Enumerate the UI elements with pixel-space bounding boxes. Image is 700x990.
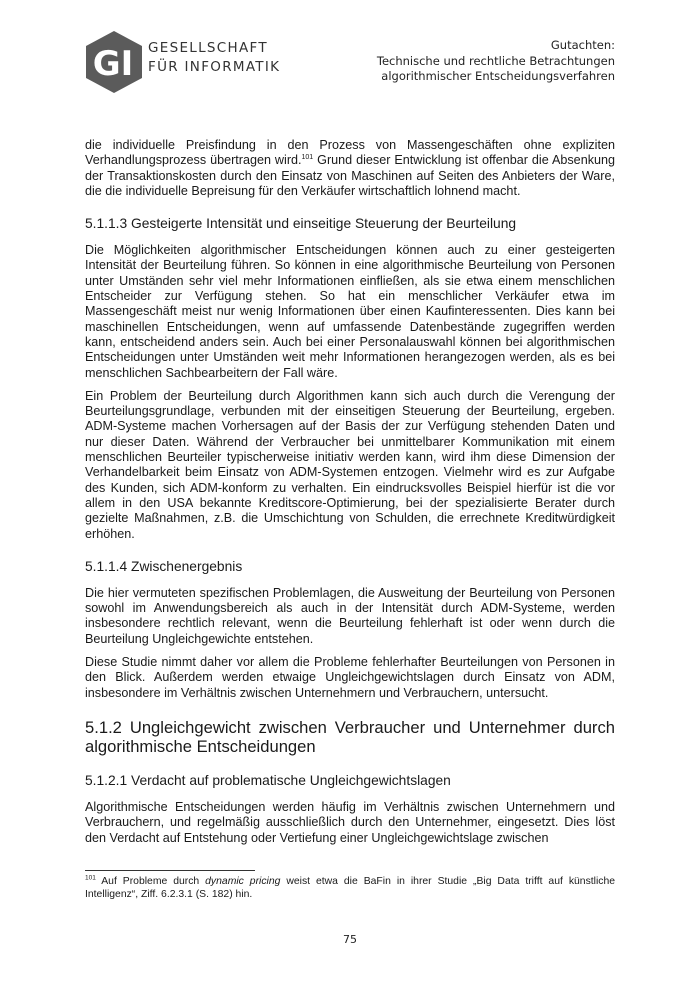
paragraph: Ein Problem der Beurteilung durch Algorithmen kann sich auch durch die Verengung der Beurteilungsgrundlage, verbunden mit der einseitigen Steuerung der Beurteilung, ergeben. ADM-Systeme machen Vorhersagen auf der Basis der zur Verfügung stehenden Daten und nur dieser Daten. Während der Verbraucher bei unmittelbarer Kommunikation mit einem menschlichen Beurteiler typischerweise initiativ werden kann, wird ihm diese Dimension der Verhandelbarkeit beim Einsatz von ADM-Systemen entzogen. Vielmehr wird es zur Aufgabe des Kunden, sich ADM-konform zu verhalten. Ein eindrucksvolles Beispiel hierfür ist die vor allem in den USA bekannte Kreditscore-Optimierung, bei der spezialisierte Berater durch gezielte Maßnahmen, z.B. die Umschichtung von Schulden, die errechnete Kreditwürdigkeit erhöhen. (85, 388, 615, 541)
gi-logo-icon (82, 30, 146, 94)
footnote-divider (85, 870, 255, 871)
footnote-emphasis: dynamic pricing (205, 876, 281, 887)
logo-line-2: FÜR INFORMATIK (148, 59, 281, 75)
header-line-1: Gutachten: (550, 38, 615, 52)
section-heading-5-1-2: 5.1.2 Ungleichgewicht zwischen Verbraucher und Unternehmer durch algorithmische Entscheidungen (85, 717, 615, 756)
logo-line-1: GESELLSCHAFT (148, 40, 268, 56)
paragraph: Algorithmische Entscheidungen werden häufig im Verhältnis zwischen Unternehmern und Verbrauchern, und regelmäßig ausschließlich durch den Unternehmer, eingesetzt. Dies löst den Verdacht auf Entstehung oder Vertiefung einer Ungleichgewichtslage zwischen (85, 799, 615, 845)
document-header (315, 38, 615, 85)
logo-mark-text: GI (92, 44, 134, 84)
footnote-number: 101 (85, 874, 96, 882)
section-heading-5-1-2-1: 5.1.2.1 Verdacht auf problematische Ungleichgewichtslagen (85, 772, 451, 788)
logo-wordmark (148, 39, 280, 77)
paragraph: Die Möglichkeiten algorithmischer Entscheidungen können auch zu einer gesteigerten Intensität der Beurteilung führen. So können in eine algorithmische Beurteilung von Personen unter Umständen sehr viel mehr Informationen einfließen, als sie etwa einem menschlichen Entscheider zur Verfügung stehen. So hat ein menschlicher Verkäufer etwa im Massengeschäft meist nur wenig Informationen über einen Kaufinteressenten. Dies kann bei maschinellen Entscheidungen, wenn auf umfassende Datenbestände zugegriffen werden kann, entscheidend anders sein. Auch bei einer Personalauswahl können bei algorithmischen Entscheidungen unter Umständen weit mehr Informationen herangezogen werden, als es bei menschlichen Sachbearbeitern der Fall wäre. (85, 243, 615, 380)
section-heading-5-1-1-3: 5.1.1.3 Gesteigerte Intensität und einseitige Steuerung der Beurteilung (85, 216, 517, 232)
header-line-2: Technische und rechtliche Betrachtungen (376, 53, 615, 68)
gi-logo (82, 30, 282, 94)
paragraph-text: Grund dieser Entwicklung ist offenbar die Absenkung der Transaktionskosten durch den Einsatz von Maschinen auf Seiten des Anbieters der Ware, die die individuelle Bepreisung für den Verkäufer wirtschaftlich lohnend macht. (85, 153, 616, 198)
paragraph (85, 138, 615, 199)
footnote (85, 875, 615, 901)
footnote-text: Auf Probleme durch (95, 876, 206, 887)
paragraph: Die hier vermuteten spezifischen Problemlagen, die Ausweitung der Beurteilung von Personen sowohl im Anwendungsbereich als auch in der Intensität durch ADM-Systeme, werden insbesondere rechtlich relevant, wenn die Beurteilung fehlerhaft ist oder wenn durch die Beurteilung Ungleichgewichte entstehen. (85, 585, 615, 646)
header-line-3: algorithmischer Entscheidungsverfahren (381, 69, 615, 83)
page-number: 75 (343, 933, 357, 946)
footnote-reference[interactable]: 101 (301, 154, 314, 162)
paragraph: Diese Studie nimmt daher vor allem die Probleme fehlerhafter Beurteilungen von Personen in den Blick. Außerdem werden etwaige Ungleichgewichtslagen durch Einsatz von ADM, insbesondere im Verhältnis zwischen Unternehmern und Verbrauchern, untersucht. (85, 655, 615, 700)
section-heading-5-1-1-4: 5.1.1.4 Zwischenergebnis (85, 558, 243, 574)
footnote-text: weist etwa die BaFin in ihrer Studie „Big Data trifft auf künstliche Intelligenz“, Ziff. 6.2.3.1 (S. 182) hin. (85, 876, 616, 900)
page-body (85, 138, 615, 854)
paragraph-text: die individuelle Preisfindung in den Prozess von Massengeschäften ohne expliziten Verhandlungsprozess übertragen wird. (85, 138, 615, 168)
